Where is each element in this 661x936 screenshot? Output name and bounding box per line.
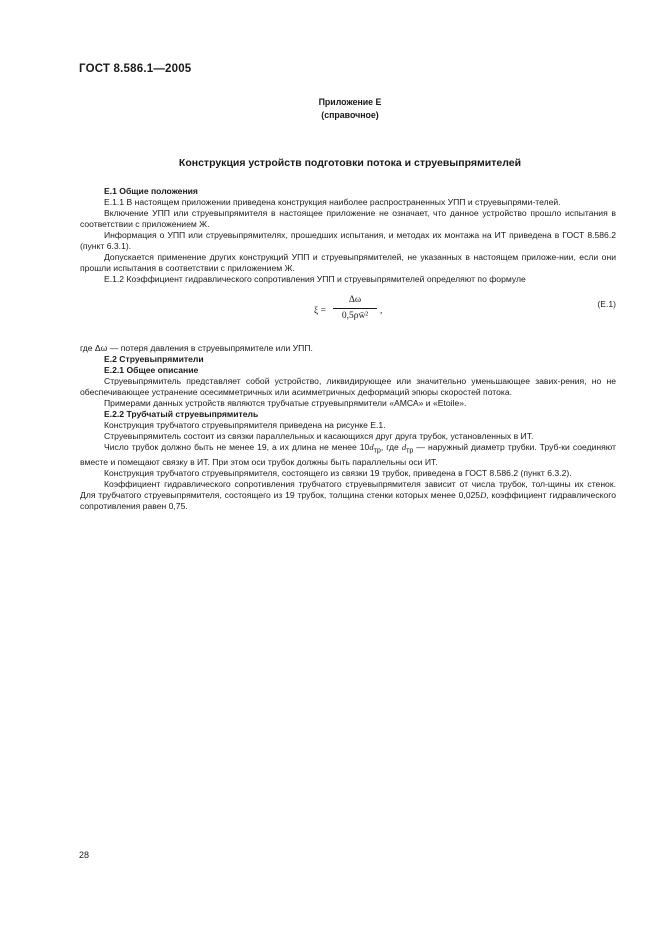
appendix-title: Приложение Е: [318, 97, 382, 107]
document-header: ГОСТ 8.586.1—2005: [79, 63, 192, 75]
symbol-D: D: [480, 489, 487, 500]
appendix-heading: Конструкция устройств подготовки потока и струевыпрямителей: [178, 157, 522, 169]
formula-fraction: [333, 295, 377, 322]
paragraph-e1-2: Е.1.2 Коэффициент гидравлического сопротивления УПП и струевыпрямителей определяют по формуле: [104, 274, 526, 284]
paragraph-e1-1: Е.1.1 В настоящем приложении приведена конструкция наиболее распространенных УПП и струевыпрями-телей.: [104, 197, 561, 207]
formula-lhs: ξ =: [314, 306, 326, 316]
formula-tail: ,: [380, 306, 383, 316]
paragraph: Струевыпрямитель представляет собой устройство, ликвидирующее или значительно уменьшающее завих-рения, но не обеспечивающее устранение осесимметричных или асимметричных деформаций эпюры скоростей потока.: [80, 376, 616, 397]
subscript-tr: тр: [373, 446, 381, 455]
text-run: Число трубок должно быть не менее 19, а их длина не менее 10: [104, 442, 370, 452]
paragraph: Включение УПП или струевыпрямителя в настоящее приложение не означает, что данное устройство прошло испытания в соответствии с приложением Ж.: [80, 208, 616, 229]
subscript-tr: тр: [406, 446, 414, 455]
paragraph: Информация о УПП или струевыпрямителях, прошедших испытания, и методах их монтажа на ИТ приведена в ГОСТ 8.586.2 (пункт 6.3.1).: [80, 230, 616, 251]
formula-numerator: Δω: [333, 295, 377, 309]
symbol-d: d: [369, 442, 374, 452]
appendix-label: [0, 96, 661, 122]
symbol-d: d: [401, 442, 407, 452]
text-run: , где: [380, 442, 402, 452]
text-run: Коэффициент гидравлического сопротивления трубчатого струевыпрямителя зависит от числа трубок, тол-щины их стенок. Для трубчатого струевыпрямителя, состоящего из 19 трубок, толщина стенки которых менее 0,025: [80, 478, 616, 500]
formula-e1: [80, 293, 616, 333]
document-body: [80, 186, 616, 512]
section-e1-heading: Е.1 Общие положения: [104, 186, 198, 196]
text-run: , коэффициент гидравлического сопротивления равен 0,75.: [80, 489, 616, 511]
where-line: где Δω — потеря давления в струевыпрямителе или УПП.: [80, 343, 313, 353]
section-e21-heading: Е.2.1 Общее описание: [104, 365, 199, 375]
paragraph: Конструкция трубчатого струевыпрямителя приведена на рисунке Е.1.: [104, 420, 386, 430]
formula-denominator: 0,5ρw̄²: [341, 311, 369, 321]
paragraph-tubes: [80, 442, 616, 468]
paragraph: Конструкция трубчатого струевыпрямителя, состоящего из связки 19 трубок, приведена в ГОСТ 8.586.2 (пункт 6.3.2).: [104, 467, 572, 478]
paragraph-coefficient: [80, 479, 616, 512]
text-run: — наружный диаметр трубки. Труб-ки соединяют вместе и помещают связку в ИТ. При этом оси трубок должны быть параллельны оси ИТ.: [80, 442, 616, 467]
section-e22-heading: Е.2.2 Трубчатый струевыпрямитель: [104, 409, 259, 419]
section-e2-heading: Е.2 Струевыпрямители: [104, 354, 204, 364]
paragraph: Допускается применение других конструкций УПП и струевыпрямителей, не указанных в настоящем приложе-нии, если они прошли испытания в соответствии с приложением Ж.: [80, 252, 616, 273]
formula-number: (Е.1): [597, 299, 616, 309]
page-number: 28: [79, 850, 90, 860]
paragraph: Струевыпрямитель состоит из связки параллельных и касающихся друг друга трубок, установленных в ИТ.: [104, 431, 534, 441]
appendix-type: (справочное): [321, 110, 379, 120]
paragraph: Примерами данных устройств являются трубчатые струевыпрямители «АМСА» и «Etoile».: [104, 398, 467, 408]
